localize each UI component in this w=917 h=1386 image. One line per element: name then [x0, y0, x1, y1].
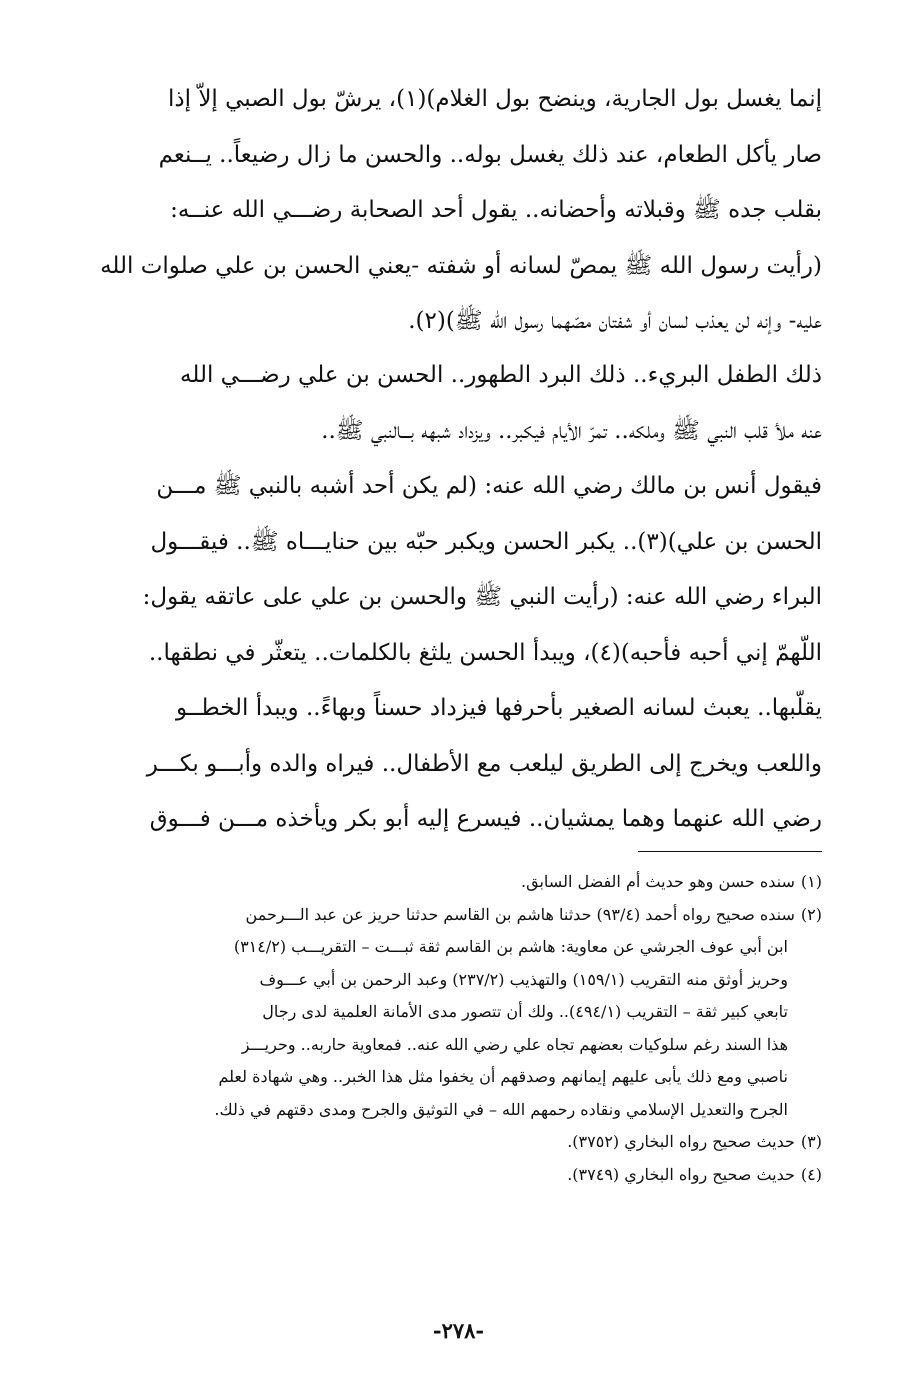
text-line: عنه ملأ قلب النبي ﷺ وملكه.. تمرّ الأيام فيكبر.. ويزداد شبهه بـــالنبي ﷺ..	[321, 417, 822, 444]
footnote-1	[80, 866, 822, 899]
page-number: -٢٧٨-	[432, 1318, 485, 1343]
footnote-number: (٢)	[800, 904, 822, 924]
footnote-text: حديث صحيح رواه البخاري (٣٧٥٢).	[567, 1132, 795, 1151]
footnote-number: (١)	[800, 872, 822, 891]
text-line: إنما يغسل بول الجارية، وينضح بول الغلام)(١)، يرشّ بول الصبي إلاّ إذا	[167, 86, 822, 112]
text-line: صار يأكل الطعام، عند ذلك يغسل بوله.. والحسن ما زال رضيعاً.. يــنعم	[158, 141, 822, 168]
footnote-continuation: ناصبي ومع ذلك يأبى عليهم إيمانهم وصدقهم أن يخفوا مثل هذا الخبر.. وهي شهادة لعلم	[218, 1067, 788, 1086]
text-line: ذلك الطفل البريء.. ذلك البرد الطهور.. الحسن بن علي رضـــي الله	[180, 362, 822, 388]
footnote-number: (٤)	[800, 1164, 822, 1184]
footnote-continuation: ابن أبي عوف الجرشي عن معاوية: هاشم بن القاسم ثقة ثبـــت – التقريـــب (٣١٤/٢)	[233, 937, 788, 956]
footnote-text: سنده صحيح رواه أحمد (٩٣/٤) حدثنا هاشم بن القاسم حدثنا حريز عن عبد الـــرحمن	[245, 904, 795, 924]
footnote-text: سنده حسن وهو حديث أم الفضل السابق.	[521, 872, 795, 891]
text-line: رضي الله عنهما وهما يمشيان.. فيسرع إليه أبو بكر ويأخذه مـــن فـــوق	[149, 806, 822, 832]
text-line: بقلب جده ﷺ وقبلاته وأحضانه.. يقول أحد الصحابة رضـــي الله عنــه:	[170, 197, 822, 223]
paragraph-1	[80, 72, 822, 350]
text-line: الحسن بن علي)(٣).. يكبر الحسن ويكبر حبّه بين حنايـــاه ﷺ.. فيقـــول	[150, 528, 822, 555]
footnote-2	[80, 899, 822, 932]
text-line: البراء رضي الله عنه: (رأيت النبي ﷺ والحسن بن علي على عاتقه يقول:	[142, 584, 822, 610]
paragraph-2	[80, 348, 822, 848]
text-line: فيقول أنس بن مالك رضي الله عنه: (لم يكن أحد أشبه بالنبي ﷺ مـــن	[156, 473, 822, 499]
text-line: (رأيت رسول الله ﷺ يمصّ لسانه أو شفته -يعني الحسن بن علي صلوات الله	[100, 252, 822, 279]
footnotes	[80, 866, 822, 1191]
footnote-text: حديث صحيح رواه البخاري (٣٧٤٩).	[567, 1164, 795, 1184]
footnote-separator	[638, 851, 822, 852]
footnote-3	[80, 1126, 822, 1159]
text-line: اللّهمّ إني أحبه فأحبه)(٤)، ويبدأ الحسن يلثغ بالكلمات.. يتعثّر في نطقها..	[148, 639, 822, 666]
text-line: واللعب ويخرج إلى الطريق ليلعب مع الأطفال.. فيراه والده وأبـــو بكـــر	[146, 750, 822, 777]
footnote-continuation: هذا السند رغم سلوكيات بعضهم تجاه علي رضي الله عنه.. فمعاوية حاربه.. وحريـــز	[241, 1034, 788, 1054]
text-line: عليه- وإنه لن يعذب لسان أو شفتان مصّهما رسول الله ﷺ)(٢).	[408, 308, 822, 334]
footnote-continuation: الجرح والتعديل الإسلامي ونقاده رحمهم الله – في التوثيق والجرح ومدى دقتهم في ذلك.	[214, 1099, 788, 1119]
text-line: يقلّبها.. يعبث لسانه الصغير بأحرفها فيزداد حسناً وبهاءً.. ويبدأ الخطــو	[175, 695, 822, 721]
footnote-continuation: تابعي كبير ثقة – التقريب (٤٩٤/١).. ولك أن تتصور مدى الأمانة العلمية لدى رجال	[262, 1002, 788, 1021]
footnote-4	[80, 1159, 822, 1192]
footnote-number: (٣)	[800, 1132, 822, 1151]
footnote-continuation: وحريز أوثق منه التقريب (١٥٩/١) والتهذيب (٢٣٧/٢) وعبد الرحمن بن أبي عـــوف	[259, 969, 788, 989]
